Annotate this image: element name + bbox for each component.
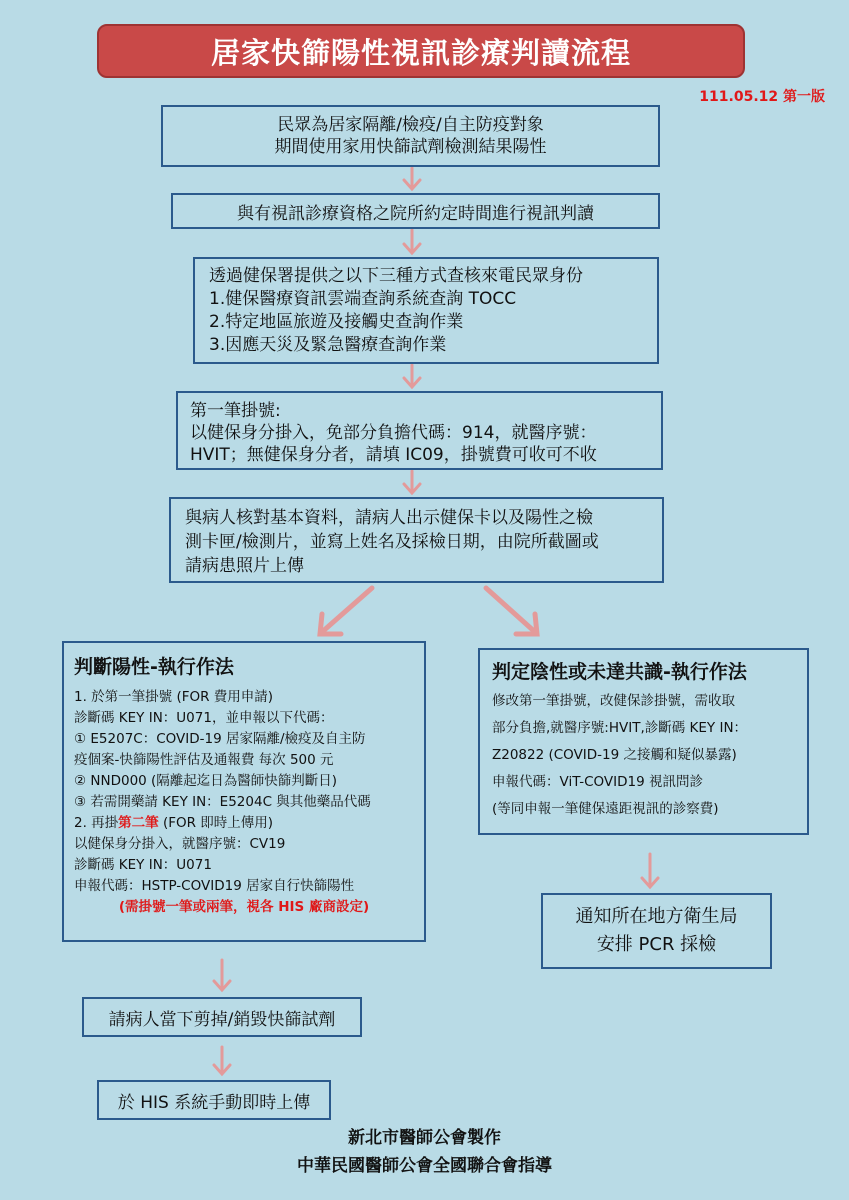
step-4-box [176, 391, 663, 470]
arrow-left-branch [322, 588, 372, 632]
negative-branch-heading: 判定陰性或未達共識-執行作法 [492, 661, 747, 683]
step-3-line: 3.因應天災及緊急醫療查詢作業 [209, 335, 447, 355]
step-5-line: 與病人核對基本資料，請病人出示健保卡以及陽性之檢 [185, 508, 593, 528]
positive-line-prefix: 2. 再掛 [74, 815, 119, 831]
negative-branch-box [478, 648, 809, 835]
step-2-text: 與有視訊診療資格之院所約定時間進行視訊判讀 [237, 203, 594, 224]
negative-line: (等同申報一筆健保遠距視訊的診察費) [492, 801, 719, 817]
positive-branch-box [62, 641, 426, 942]
positive-line: 疫個案-快篩陽性評估及通報費 每次 500 元 [74, 752, 334, 768]
positive-branch-heading: 判斷陽性-執行作法 [74, 656, 234, 678]
notify-health-bureau-box [541, 893, 772, 969]
positive-line: 以健保身分掛入，就醫序號：CV19 [74, 836, 286, 852]
version-label: 111.05.12 第一版 [699, 89, 825, 105]
step-3-line: 2.特定地區旅遊及接觸史查詢作業 [209, 312, 464, 332]
step-1-line-1: 民眾為居家隔離/檢疫/自主防疫對象 [277, 115, 544, 135]
notify-line-1: 通知所在地方衛生局 [575, 906, 738, 927]
step-3-line: 1.健保醫療資訊雲端查詢系統查詢 TOCC [209, 289, 517, 309]
negative-line: 修改第一筆掛號，改健保診掛號，需收取 [492, 693, 735, 709]
positive-line: 1. 於第一筆掛號 (FOR 費用申請) [74, 689, 274, 705]
step-5-line: 請病患照片上傳 [185, 556, 304, 576]
his-upload-text: 於 HIS 系統手動即時上傳 [117, 1092, 311, 1113]
notify-line-2: 安排 PCR 採檢 [596, 934, 717, 955]
positive-note: (需掛號一筆或兩筆，視各 HIS 廠商設定) [118, 899, 370, 915]
positive-line: 診斷碼 KEY IN：U071 [74, 857, 212, 873]
step-4-line: 以健保身分掛入，免部分負擔代碼：914，就醫序號： [190, 423, 597, 443]
positive-line-suffix: (FOR 即時上傳用) [158, 815, 274, 831]
footer-supervisor: 中華民國醫師公會全國聯合會指導 [297, 1156, 552, 1176]
negative-line: Z20822 (COVID-19 之接觸和疑似暴露) [492, 747, 737, 763]
arrow-right-branch [486, 588, 535, 632]
step-5-line: 測卡匣/檢測片，並寫上姓名及採檢日期，由院所截圖或 [185, 532, 599, 552]
positive-line: ② NND000 (隔離起迄日為醫師快篩判斷日) [74, 773, 338, 789]
step-5-box [169, 497, 664, 583]
positive-line: ③ 若需開藥請 KEY IN：E5204C 與其他藥品代碼 [74, 794, 371, 810]
positive-line: 申報代碼：HSTP-COVID19 居家自行快篩陽性 [74, 878, 355, 894]
step-3-line: 透過健保署提供之以下三種方式查核來電民眾身份 [209, 266, 583, 286]
second-registration-highlight: 第二筆 [118, 815, 159, 831]
negative-line: 部分負擔,就醫序號:HVIT,診斷碼 KEY IN： [492, 720, 748, 736]
positive-line-second-registration [74, 813, 414, 834]
step-1-box [161, 105, 660, 167]
positive-line: 診斷碼 KEY IN：U071，並申報以下代碼： [74, 710, 334, 726]
destroy-test-text: 請病人當下剪掉/銷毀快篩試劑 [108, 1009, 336, 1030]
step-1-line-2: 期間使用家用快篩試劑檢測結果陽性 [274, 137, 547, 157]
destroy-test-box [82, 997, 362, 1037]
step-3-box [193, 257, 659, 364]
footer-producer: 新北市醫師公會製作 [348, 1128, 501, 1148]
step-4-line: 第一筆掛號: [190, 401, 281, 421]
positive-line: ① E5207C：COVID-19 居家隔離/檢疫及自主防 [74, 731, 366, 747]
step-4-line: HVIT；無健保身分者，請填 IC09，掛號費可收可不收 [190, 445, 597, 465]
page-title: 居家快篩陽性視訊診療判讀流程 [97, 24, 745, 78]
his-upload-box [97, 1080, 331, 1120]
step-2-box [171, 193, 660, 229]
negative-line: 申報代碼：ViT-COVID19 視訊問診 [492, 774, 703, 790]
